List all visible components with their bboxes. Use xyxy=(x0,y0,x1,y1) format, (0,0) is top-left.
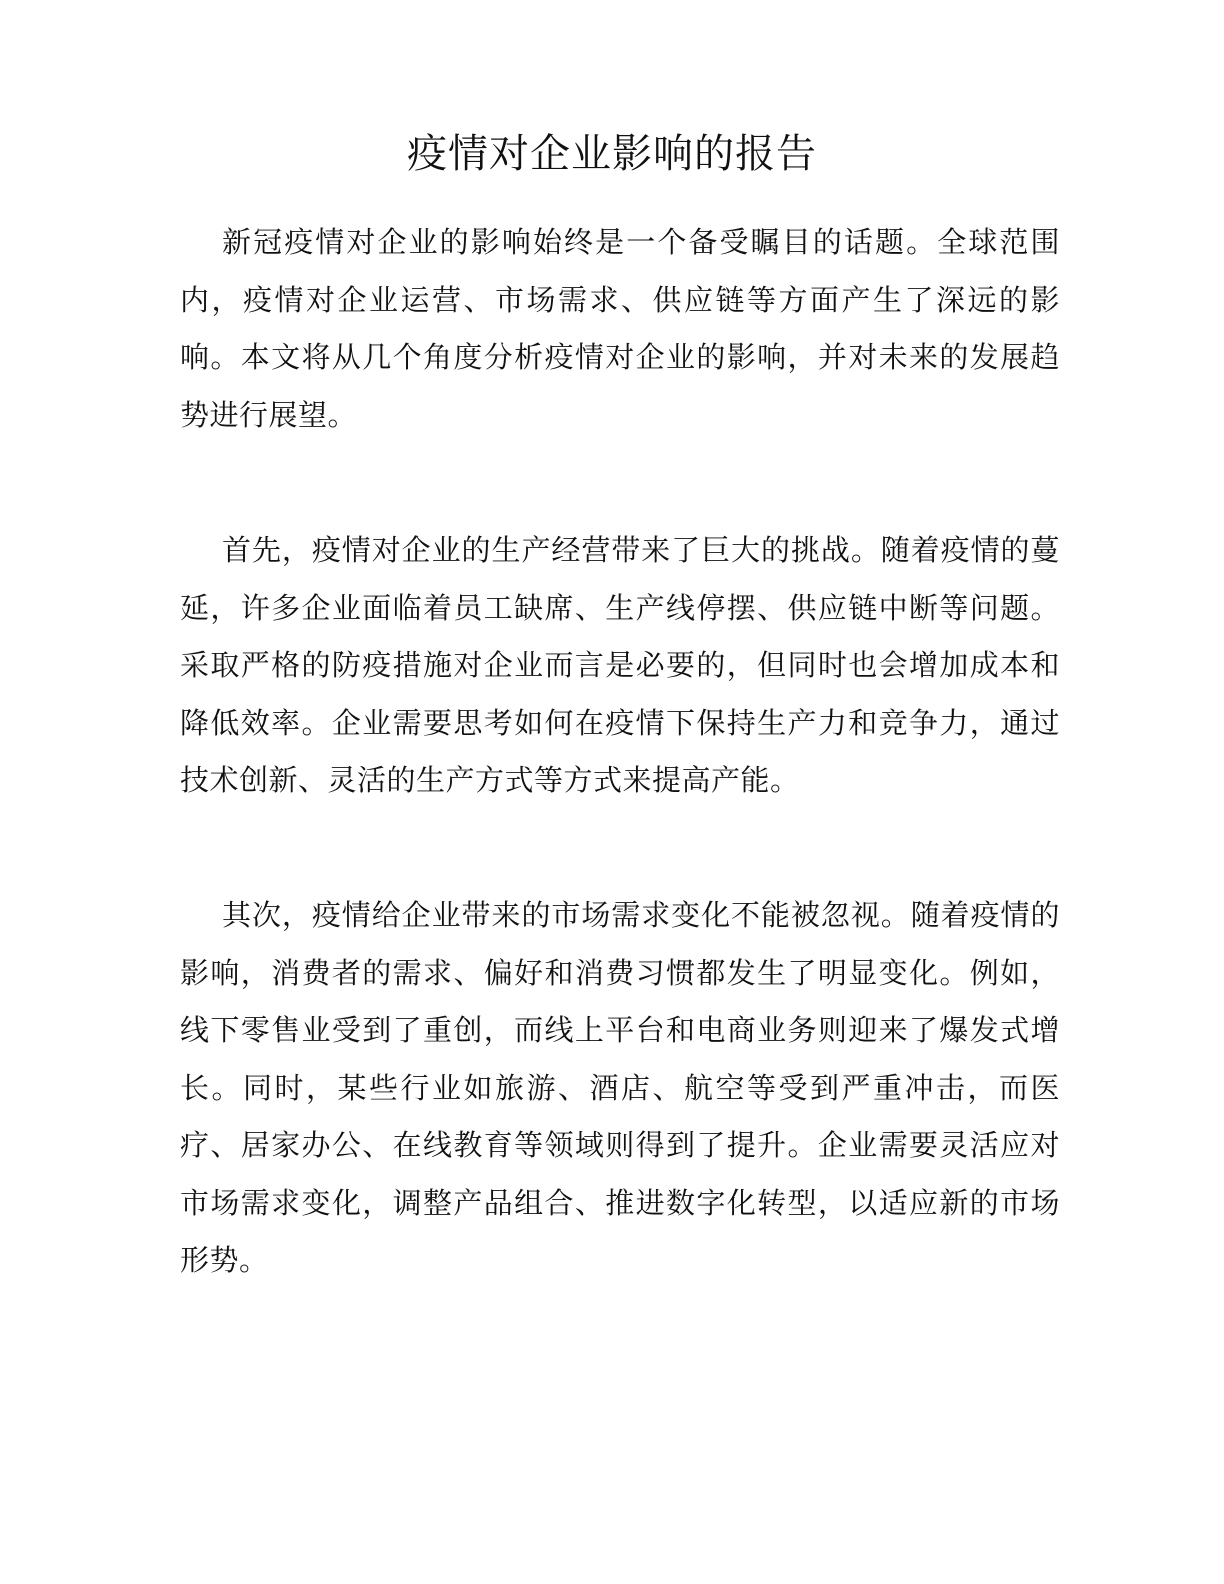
paragraph-market-demand: 其次，疫情给企业带来的市场需求变化不能被忽视。随着疫情的影响，消费者的需求、偏好和消费习惯都发生了明显变化。例如，线下零售业受到了重创，而线上平台和电商业务则迎来了爆发式增长。同时，某些行业如旅游、酒店、航空等受到严重冲击，而医疗、居家办公、在线教育等领域则得到了提升。企业需要灵活应对市场需求变化，调整产品组合、推进数字化转型，以适应新的市场形势。 xyxy=(180,898,1060,1277)
paragraph-production: 首先，疫情对企业的生产经营带来了巨大的挑战。随着疫情的蔓延，许多企业面临着员工缺席、生产线停摆、供应链中断等问题。采取严格的防疫措施对企业而言是必要的，但同时也会增加成本和降低效率。企业需要思考如何在疫情下保持生产力和竞争力，通过技术创新、灵活的生产方式等方式来提高产能。 xyxy=(180,533,1060,797)
paragraph-intro: 新冠疫情对企业的影响始终是一个备受瞩目的话题。全球范围内，疫情对企业运营、市场需求、供应链等方面产生了深远的影响。本文将从几个角度分析疫情对企业的影响，并对未来的发展趋势进行展望。 xyxy=(180,225,1060,432)
document-title: 疫情对企业影响的报告 xyxy=(407,131,817,177)
